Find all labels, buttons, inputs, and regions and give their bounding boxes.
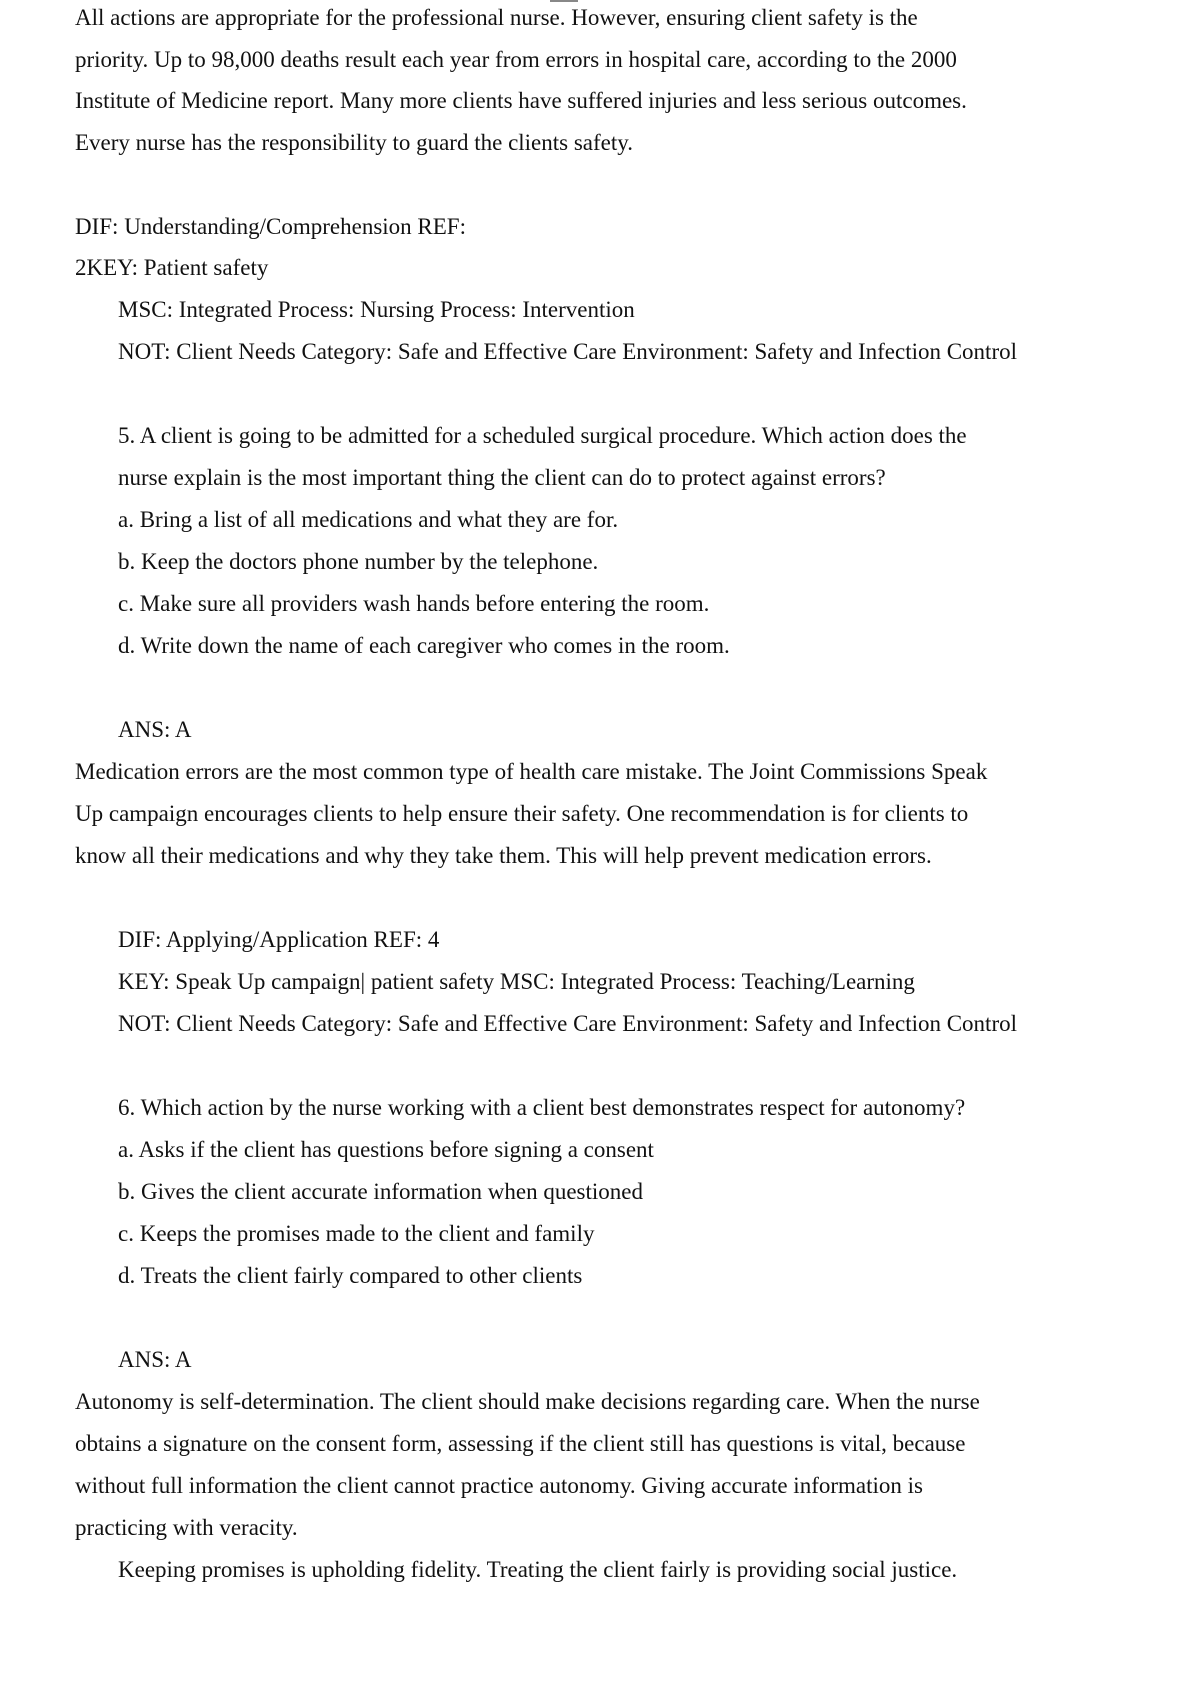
rationale-line: Up campaign encourages clients to help ensure their safety. One recommendation is for clients to <box>75 801 969 826</box>
rationale-line: priority. Up to 98,000 deaths result each year from errors in hospital care, according to the 2000 <box>75 47 957 72</box>
rationale-line: Medication errors are the most common type of health care mistake. The Joint Commissions Speak <box>75 759 988 784</box>
not-line: NOT: Client Needs Category: Safe and Effective Care Environment: Safety and Infection Control <box>118 339 1017 364</box>
key-line: 2KEY: Patient safety <box>75 255 269 280</box>
rationale-line: All actions are appropriate for the professional nurse. However, ensuring client safety is the <box>75 5 918 30</box>
rationale-line: Autonomy is self-determination. The client should make decisions regarding care. When the nurse <box>75 1389 980 1414</box>
msc-line: MSC: Integrated Process: Nursing Process: Intervention <box>118 297 635 322</box>
question-6-stem: 6. Which action by the nurse working with a client best demonstrates respect for autonomy? <box>118 1095 966 1120</box>
page-top-mark <box>550 0 578 2</box>
question-6-option-a: a. Asks if the client has questions before signing a consent <box>118 1137 654 1162</box>
rationale-line: obtains a signature on the consent form, assessing if the client still has questions is vital, because <box>75 1431 966 1456</box>
question-6-option-b: b. Gives the client accurate information when questioned <box>118 1179 643 1204</box>
rationale-line: practicing with veracity. <box>75 1515 298 1540</box>
question-5-option-b: b. Keep the doctors phone number by the telephone. <box>118 549 599 574</box>
answer-line: ANS: A <box>118 717 192 742</box>
answer-line: ANS: A <box>118 1347 192 1372</box>
difficulty-line: DIF: Understanding/Comprehension REF: <box>75 214 466 239</box>
rationale-line: know all their medications and why they take them. This will help prevent medication errors. <box>75 843 932 868</box>
rationale-line: Keeping promises is upholding fidelity. Treating the client fairly is providing social justice. <box>118 1557 958 1582</box>
question-5-stem: 5. A client is going to be admitted for a scheduled surgical procedure. Which action does the <box>118 423 967 448</box>
rationale-line: Every nurse has the responsibility to guard the clients safety. <box>75 130 634 155</box>
rationale-line: Institute of Medicine report. Many more clients have suffered injuries and less serious outcomes. <box>75 88 967 113</box>
question-5-option-c: c. Make sure all providers wash hands before entering the room. <box>118 591 710 616</box>
difficulty-line: DIF: Applying/Application REF: 4 <box>118 927 440 952</box>
question-5-option-d: d. Write down the name of each caregiver who comes in the room. <box>118 633 730 658</box>
question-5-option-a: a. Bring a list of all medications and what they are for. <box>118 507 619 532</box>
key-line: KEY: Speak Up campaign| patient safety MSC: Integrated Process: Teaching/Learning <box>118 969 915 994</box>
question-6-option-c: c. Keeps the promises made to the client and family <box>118 1221 595 1246</box>
not-line: NOT: Client Needs Category: Safe and Effective Care Environment: Safety and Infection Control <box>118 1011 1017 1036</box>
question-6-option-d: d. Treats the client fairly compared to other clients <box>118 1263 583 1288</box>
question-5-stem: nurse explain is the most important thing the client can do to protect against errors? <box>118 465 886 490</box>
rationale-line: without full information the client cannot practice autonomy. Giving accurate information is <box>75 1473 923 1498</box>
